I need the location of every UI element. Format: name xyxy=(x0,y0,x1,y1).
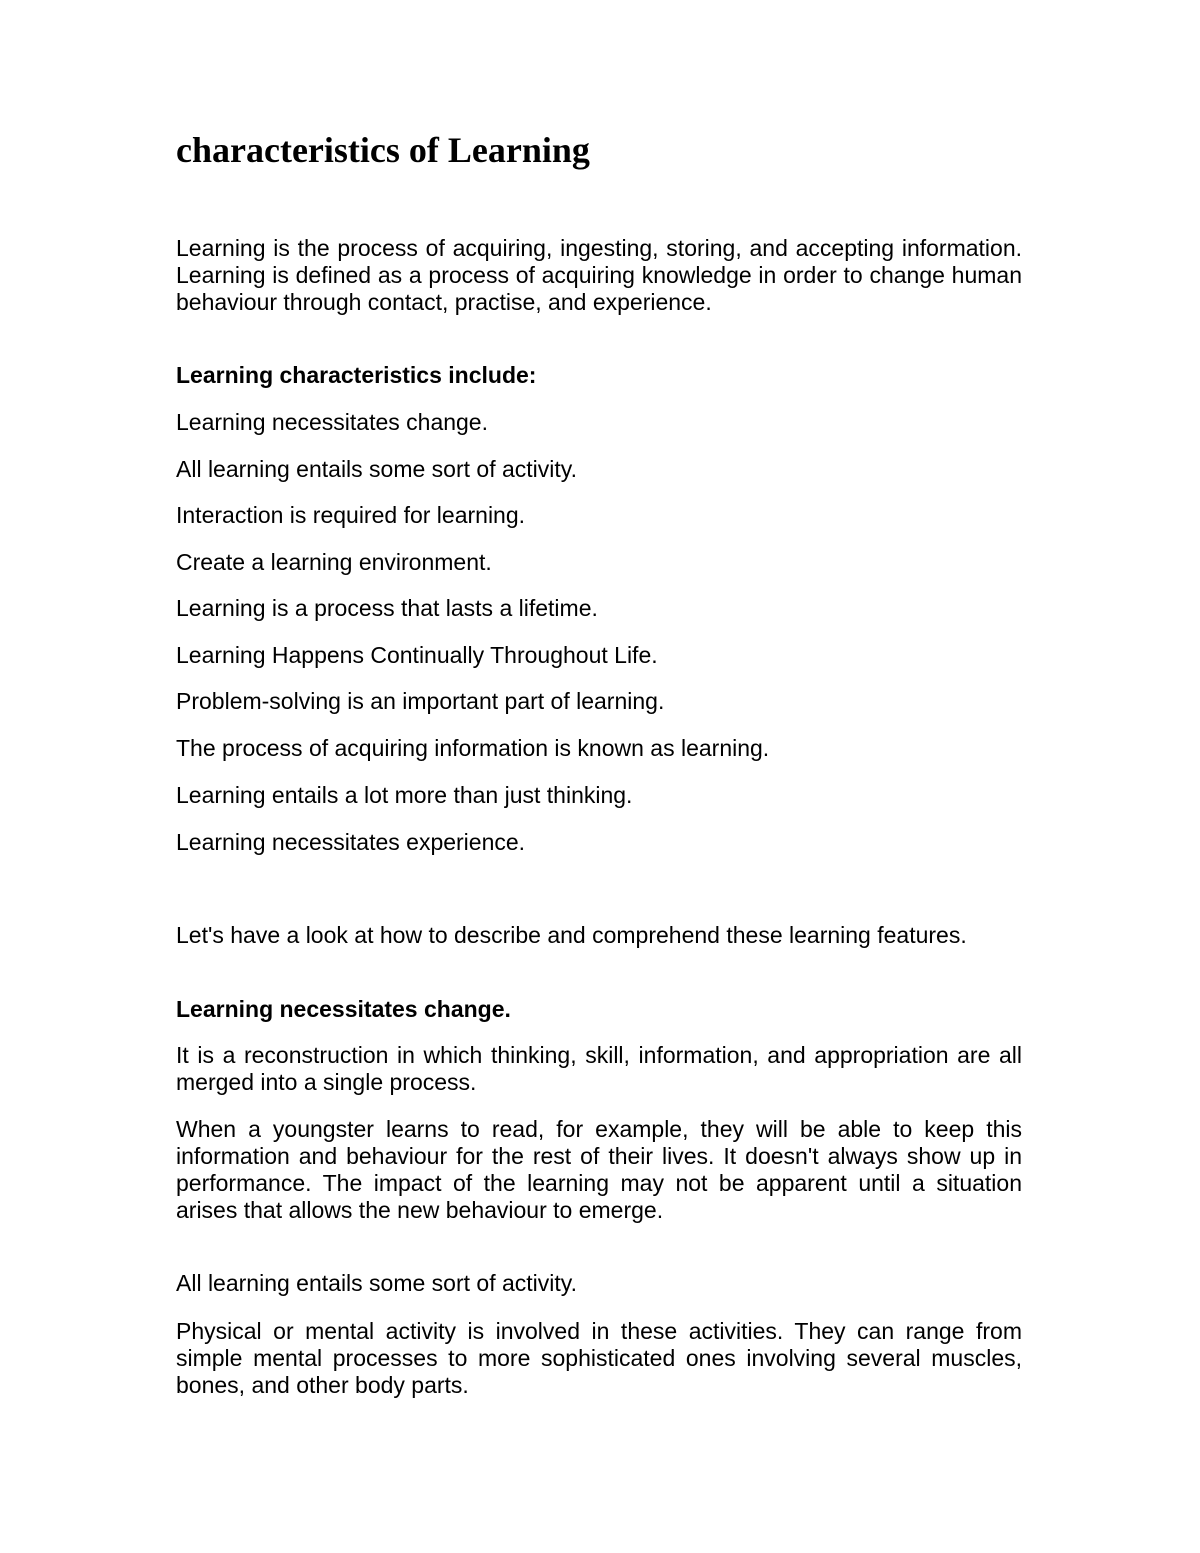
characteristic-item: Learning necessitates experience. xyxy=(176,829,526,855)
characteristic-item: Create a learning environment. xyxy=(176,549,492,575)
section-activity-paragraph-1: Physical or mental activity is involved in these activities. They can range from simple mental processes to more sophisticated ones involving several muscles, bones, and other body parts. xyxy=(176,1318,1022,1398)
characteristic-item: Learning necessitates change. xyxy=(176,409,488,435)
characteristic-item: Problem-solving is an important part of learning. xyxy=(176,688,665,714)
list-heading: Learning characteristics include: xyxy=(176,362,537,388)
characteristic-item: The process of acquiring information is known as learning. xyxy=(176,735,770,761)
section-change-paragraph-2: When a youngster learns to read, for example, they will be able to keep this information and behaviour for the rest of their lives. It doesn't always show up in performance. The impact of the learning may not be apparent until a situation arises that allows the new behaviour to emerge. xyxy=(176,1116,1022,1223)
transition-paragraph: Let's have a look at how to describe and comprehend these learning features. xyxy=(176,922,967,948)
section-change-paragraph-1: It is a reconstruction in which thinking, skill, information, and appropriation are all merged into a single process. xyxy=(176,1042,1022,1095)
characteristic-item: Interaction is required for learning. xyxy=(176,502,526,528)
characteristic-item: All learning entails some sort of activity. xyxy=(176,456,577,482)
section-heading-change: Learning necessitates change. xyxy=(176,996,511,1022)
intro-paragraph: Learning is the process of acquiring, ingesting, storing, and accepting information. Learning is defined as a process of acquiring knowledge in order to change human behaviour through contact, practise, and experience. xyxy=(176,235,1022,315)
characteristic-item: Learning Happens Continually Throughout Life. xyxy=(176,642,658,668)
characteristic-item: Learning is a process that lasts a lifetime. xyxy=(176,595,598,621)
document-title: characteristics of Learning xyxy=(176,130,590,170)
characteristic-item: Learning entails a lot more than just thinking. xyxy=(176,782,633,808)
section-heading-activity: All learning entails some sort of activity. xyxy=(176,1270,577,1296)
